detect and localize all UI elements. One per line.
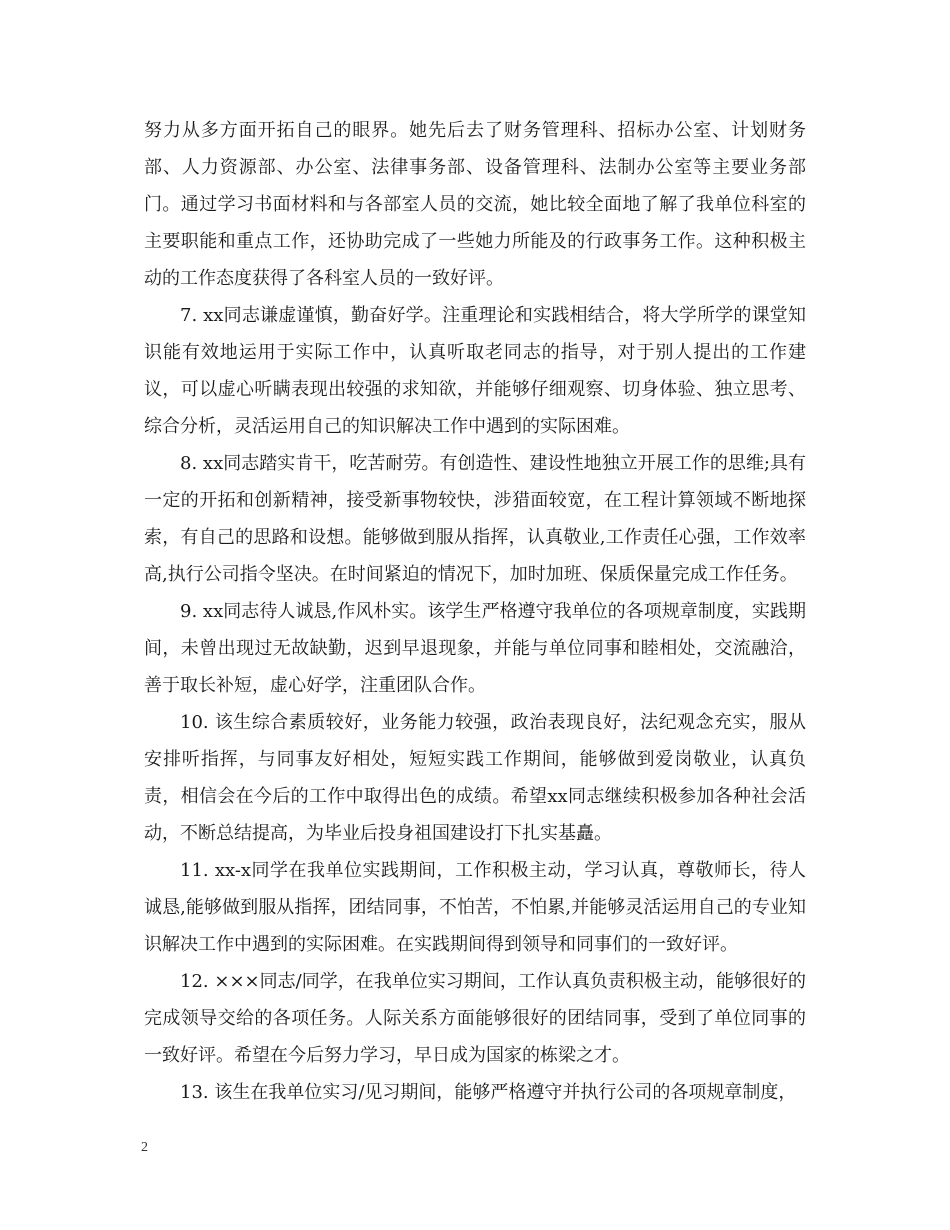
paragraph-item-12: 12. ×××同志/同学，在我单位实习期间，工作认真负责积极主动，能够很好的完成领导交给的各项任务。人际关系方面能够很好的团结同事，受到了单位同事的一致好评。希望在今后努力学习，早日成为国家的栋梁之才。 xyxy=(144,971,806,1066)
paragraph-1: 努力从多方面开拓自己的眼界。她先后去了财务管理科、招标办公室、计划财务部、人力资源部、办公室、法律事务部、设备管理科、法制办公室等主要业务部门。通过学习书面材料和与各部室人员的交流，她比较全面地了解了我单位科室的主要职能和重点工作，还协助完成了一些她力所能及的行政事务工作。这种积极主动的工作态度获得了各科室人员的一致好评。 xyxy=(144,120,806,289)
paragraph-item-13: 13. 该生在我单位实习/见习期间，能够严格遵守并执行公司的各项规章制度， xyxy=(180,1082,797,1103)
paragraph-item-11: 11. xx-x同学在我单位实践期间，工作积极主动，学习认真，尊敬师长，待人诚恳,能够做到服从指挥，团结同事，不怕苦，不怕累,并能够灵活运用自己的专业知识解决工作中遇到的实际困难。在实践期间得到领导和同事们的一致好评。 xyxy=(144,860,806,955)
paragraph-item-9: 9. xx同志待人诚恳,作风朴实。该学生严格遵守我单位的各项规章制度，实践期间，未曾出现过无故缺勤，迟到早退现象，并能与单位同事和睦相处，交流融洽，善于取长补短，虚心好学，注重团队合作。 xyxy=(144,601,806,696)
document-body xyxy=(144,112,806,1111)
paragraph-item-7: 7. xx同志谦虚谨慎，勤奋好学。注重理论和实践相结合，将大学所学的课堂知识能有效地运用于实际工作中，认真听取老同志的指导，对于别人提出的工作建议，可以虚心听瞒表现出较强的求知欲，并能够仔细观察、切身体验、独立思考、综合分析，灵活运用自己的知识解决工作中遇到的实际困难。 xyxy=(144,305,806,437)
paragraph-item-10: 10. 该生综合素质较好，业务能力较强，政治表现良好，法纪观念充实，服从安排听指挥，与同事友好相处，短短实践工作期间，能够做到爱岗敬业，认真负责，相信会在今后的工作中取得出色的成绩。希望xx同志继续积极参加各种社会活动，不断总结提高，为毕业后投身祖国建设打下扎实基矗。 xyxy=(144,712,806,844)
paragraph-item-8: 8. xx同志踏实肯干，吃苦耐劳。有创造性、建设性地独立开展工作的思维;具有一定的开拓和创新精神，接受新事物较快，涉猎面较宽，在工程计算领域不断地探索，有自己的思路和设想。能够做到服从指挥，认真敬业,工作责任心强，工作效率高,执行公司指令坚决。在时间紧迫的情况下，加时加班、保质保量完成工作任务。 xyxy=(144,453,806,585)
page-number: 2 xyxy=(141,1140,148,1155)
